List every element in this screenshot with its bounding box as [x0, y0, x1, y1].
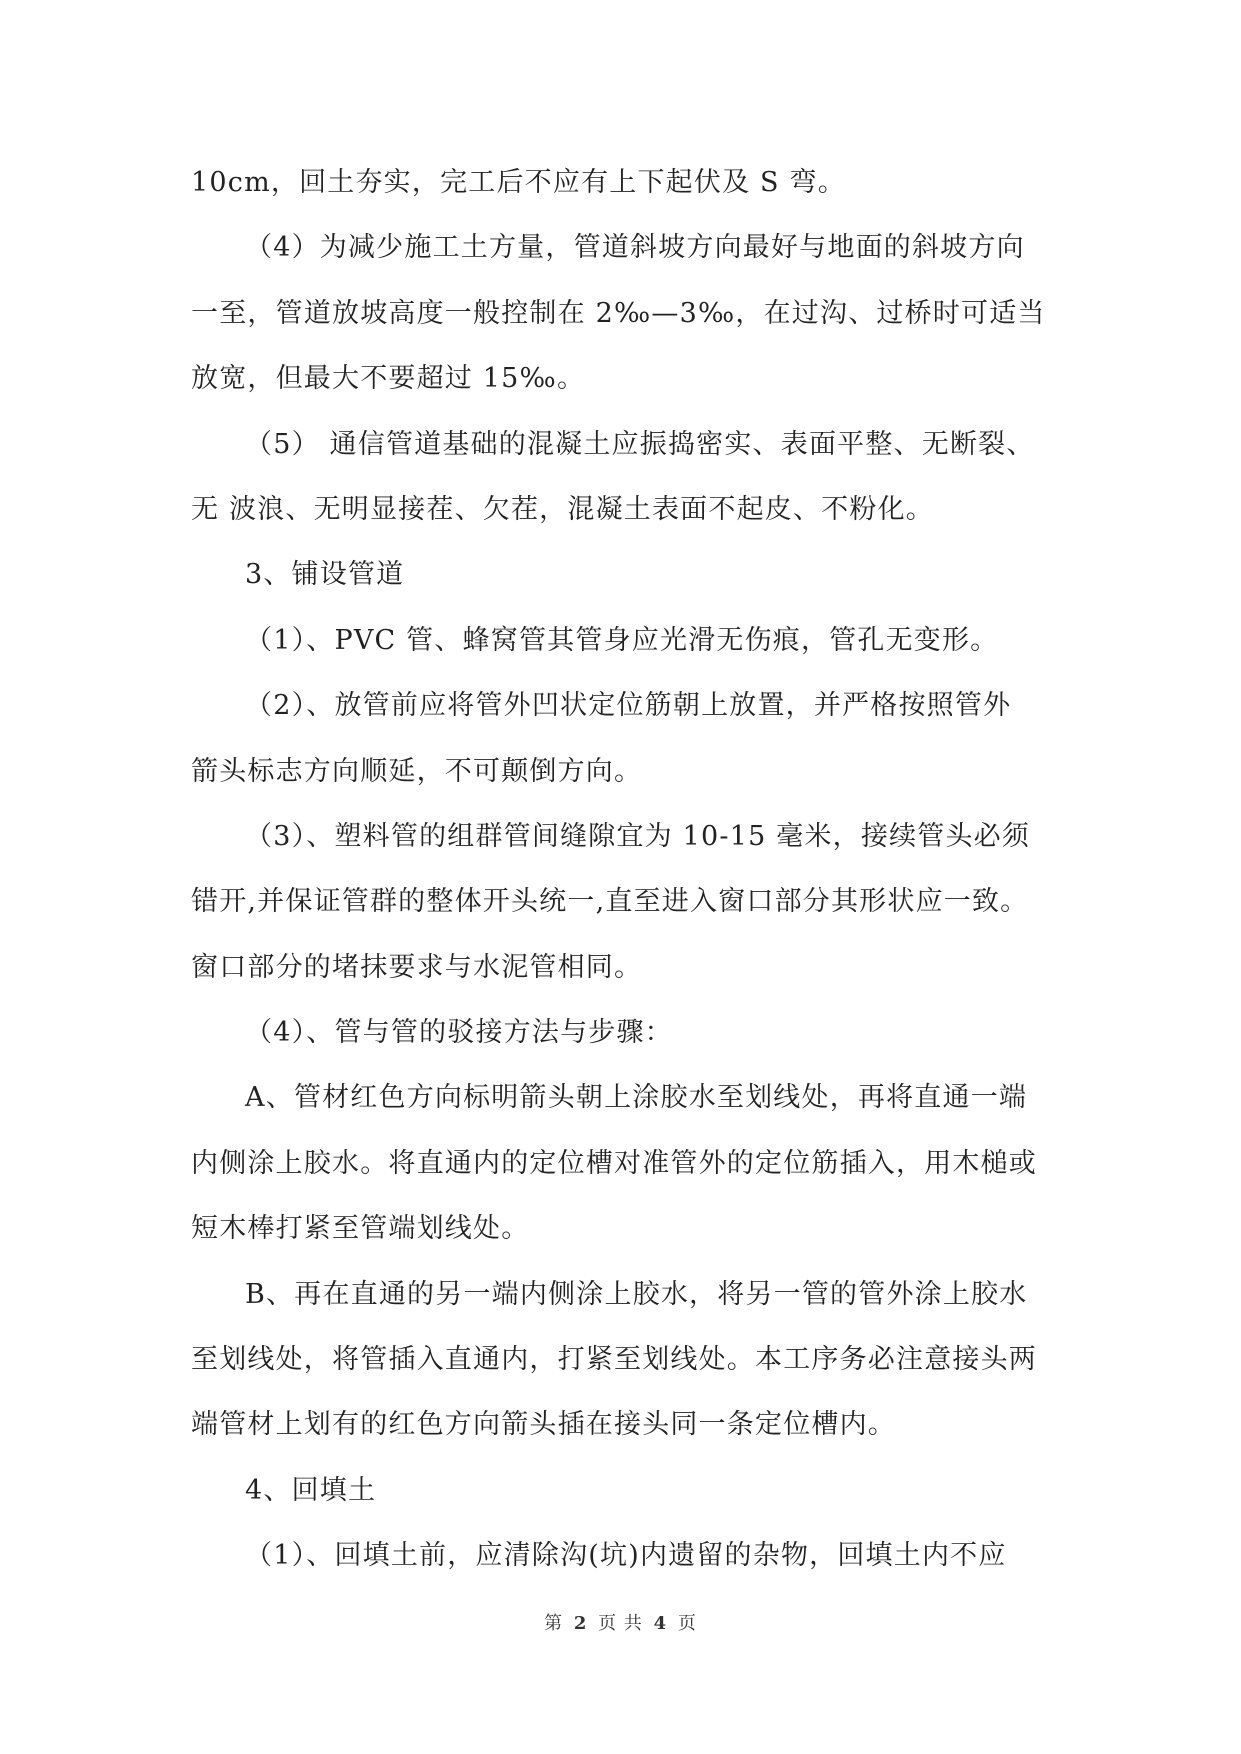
text-line: 短木棒打紧至管端划线处。	[191, 1213, 530, 1245]
text-line: 3、铺设管道	[245, 559, 405, 591]
body-text	[191, 158, 1051, 1597]
text-line: （3）、塑料管的组群管间缝隙宜为 10-15 毫米，接续管头必须	[245, 820, 1031, 852]
footer-total-pages: 4	[653, 1613, 668, 1634]
text-line: 内侧涂上胶水。将直通内的定位槽对准管外的定位筋插入，用木槌或	[191, 1147, 1037, 1179]
page-footer	[0, 1609, 1241, 1635]
text-line: 无 波浪、无明显接茬、欠茬，混凝土表面不起皮、不粉化。	[191, 493, 934, 525]
footer-suffix: 页	[677, 1613, 697, 1634]
text-line: 一至，管道放坡高度一般控制在 2‰—3‰，在过沟、过桥时可适当	[191, 297, 1046, 329]
text-line: 端管材上划有的红色方向箭头插在接头同一条定位槽内。	[191, 1409, 896, 1441]
text-line: B、再在直通的另一端内侧涂上胶水，将另一管的管外涂上胶水	[245, 1278, 1028, 1310]
text-line: A、管材红色方向标明箭头朝上涂胶水至划线处，再将直通一端	[245, 1082, 1028, 1114]
text-line: （4）、管与管的驳接方法与步骤：	[245, 1017, 673, 1049]
text-line: 10cm，回土夯实，完工后不应有上下起伏及 S 弯。	[191, 167, 846, 198]
text-line: （1）、回填土前，应清除沟(坑)内遗留的杂物，回填土内不应	[245, 1540, 1007, 1572]
text-line: 窗口部分的堵抹要求与水泥管相同。	[191, 951, 643, 983]
footer-page-number: 2	[573, 1613, 588, 1634]
text-line: （2）、放管前应将管外凹状定位筋朝上放置，并严格按照管外	[245, 690, 1012, 722]
text-line: 至划线处，将管插入直通内，打紧至划线处。本工序务必注意接头两	[191, 1344, 1037, 1376]
text-line: （1）、PVC 管、蜂窝管其管身应光滑无伤痕，管孔无变形。	[245, 624, 999, 656]
text-line: （4）为减少施工土方量，管道斜坡方向最好与地面的斜坡方向	[245, 232, 1025, 264]
footer-prefix: 第	[544, 1613, 564, 1634]
footer-middle: 页 共	[598, 1613, 643, 1634]
text-line: 4、回填土	[245, 1474, 377, 1506]
text-line: 箭头标志方向顺延，不可颠倒方向。	[191, 755, 643, 787]
text-line: 放宽，但最大不要超过 15‰。	[191, 363, 586, 395]
text-line: （5） 通信管道基础的混凝土应振捣密实、表面平整、无断裂、	[245, 428, 1035, 460]
text-line: 错开,并保证管群的整体开头统一,直至进入窗口部分其形状应一致。	[191, 886, 1029, 918]
